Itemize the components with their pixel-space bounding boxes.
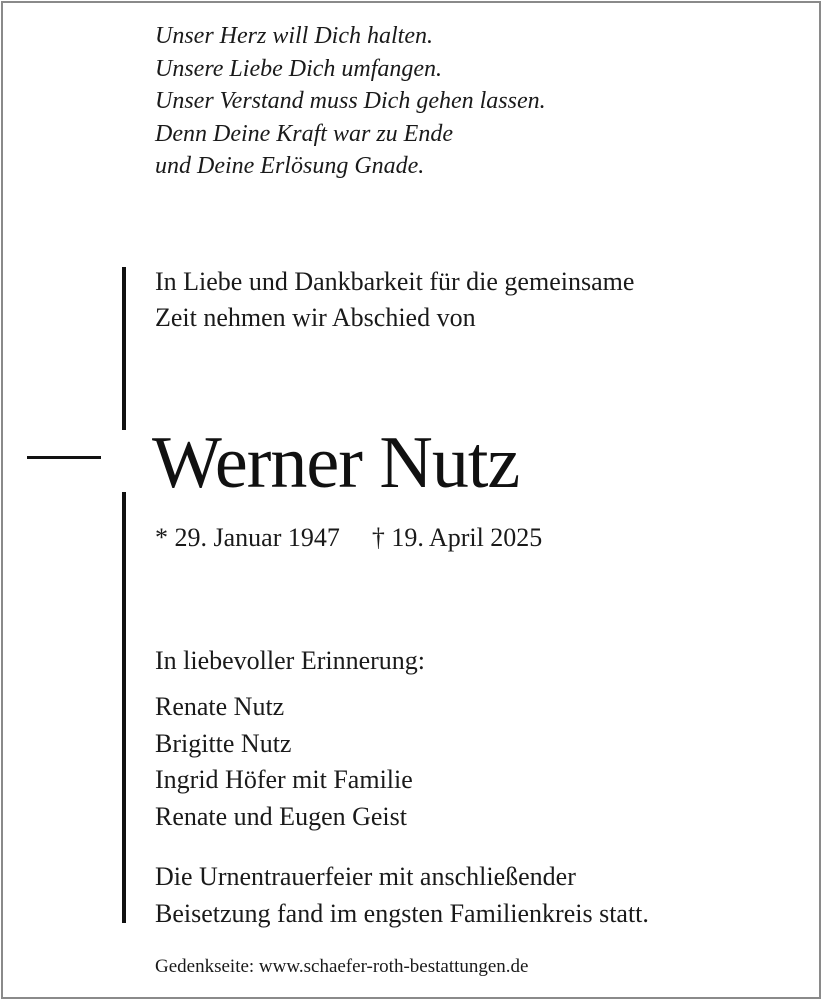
life-dates xyxy=(155,518,542,558)
poem-line: und Deine Erlösung Gnade. xyxy=(155,153,425,179)
cross-vertical-lower xyxy=(122,492,126,923)
ceremony-line: Beisetzung fand im engsten Familienkreis statt. xyxy=(155,899,649,928)
birth-date: * 29. Januar 1947 xyxy=(155,523,340,552)
memorial-page-link[interactable]: Gedenkseite: www.schaefer-roth-bestattungen.de xyxy=(155,956,529,977)
death-date: † 19. April 2025 xyxy=(371,523,543,552)
mourners-list xyxy=(155,689,413,835)
poem-line: Unsere Liebe Dich umfangen. xyxy=(155,55,443,82)
memory-heading: In liebevoller Erinnerung: xyxy=(155,646,426,675)
intro-line: In Liebe und Dankbarkeit für die gemeinsame xyxy=(155,267,635,296)
mourner-name: Ingrid Höfer mit Familie xyxy=(155,765,413,794)
cross-vertical-upper xyxy=(122,267,126,430)
cross-horizontal xyxy=(27,456,101,459)
ceremony-text xyxy=(155,858,649,932)
intro-line: Zeit nehmen wir Abschied von xyxy=(155,303,476,332)
poem-line: Unser Herz will Dich halten. xyxy=(155,23,433,49)
poem-line: Unser Verstand muss Dich gehen lassen. xyxy=(155,88,546,114)
mourner-name: Renate Nutz xyxy=(155,692,285,721)
poem-line: Denn Deine Kraft war zu Ende xyxy=(155,120,453,147)
poem-block xyxy=(155,20,546,183)
intro-text xyxy=(155,264,634,336)
mourner-name: Renate und Eugen Geist xyxy=(155,801,407,831)
mourner-name: Brigitte Nutz xyxy=(155,728,292,758)
ceremony-line: Die Urnentrauerfeier mit anschließender xyxy=(155,862,576,891)
deceased-name: Werner Nutz xyxy=(152,422,520,504)
